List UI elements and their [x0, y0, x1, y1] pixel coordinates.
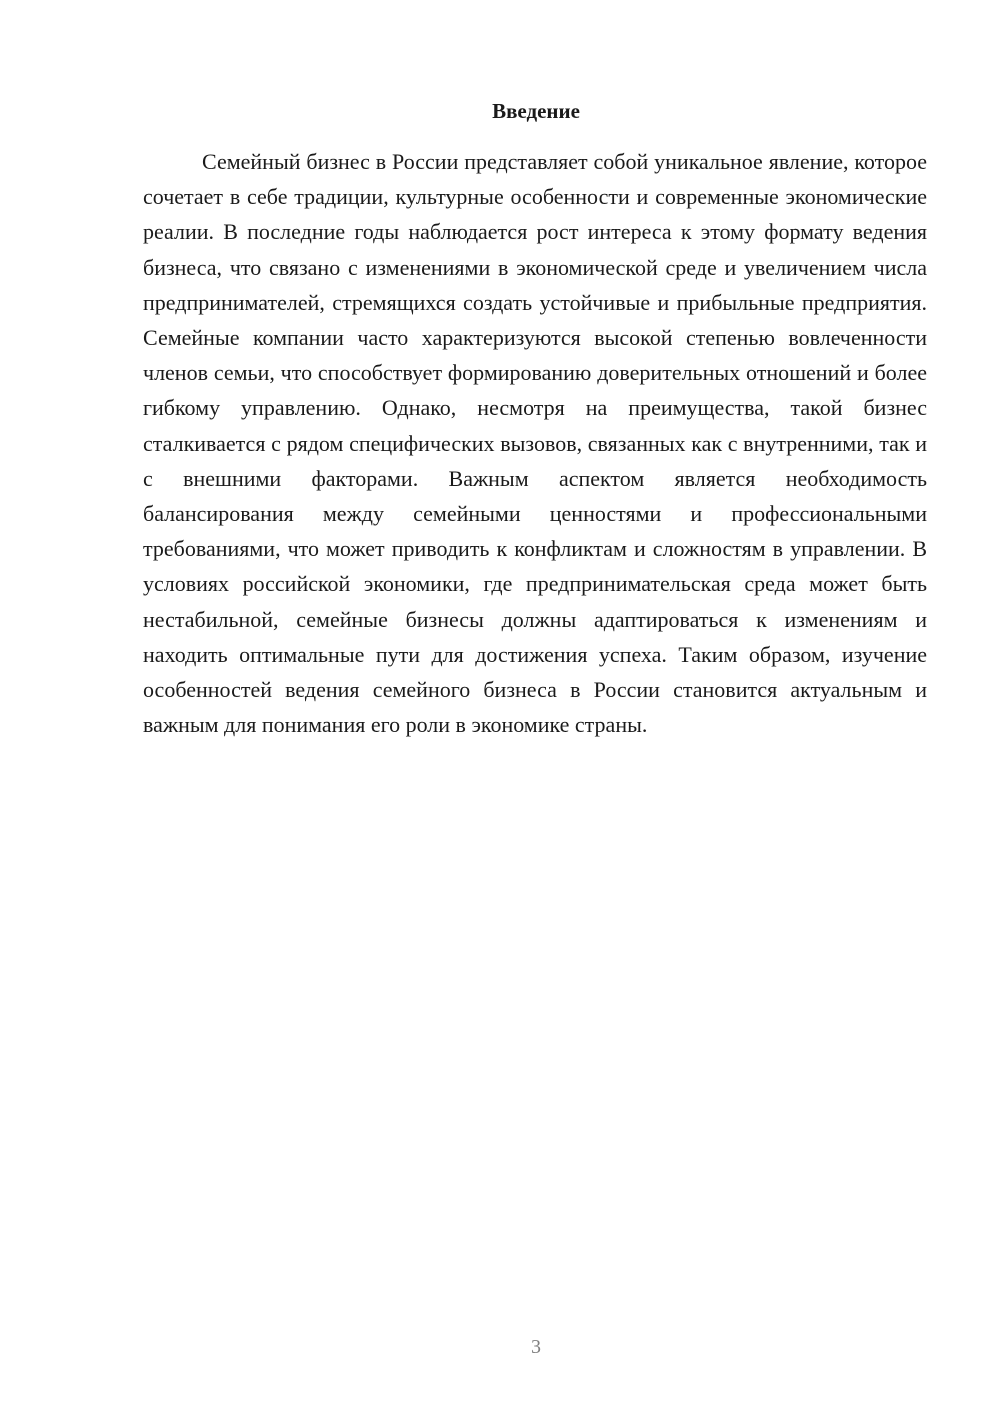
section-heading: Введение [492, 99, 580, 123]
page-number: 3 [531, 1336, 541, 1358]
introduction-paragraph: Семейный бизнес в России представляет собой уникальное явление, которое сочетает в себе традиции, культурные особенности и современные экономические реалии. В последние годы наблюдается рост интереса к этому формату ведения бизнеса, что связано с изменениями в экономической среде и увеличением числа предпринимателей, стремящихся создать устойчивые и прибыльные предприятия. Семейные компании часто характеризуются высокой степенью вовлеченности членов семьи, что способствует формированию доверительных отношений и более гибкому управлению. Однако, несмотря на преимущества, такой бизнес сталкивается с рядом специфических вызовов, связанных как с внутренними, так и с внешними факторами. Важным аспектом является необходимость балансирования между семейными ценностями и профессиональными требованиями, что может приводить к конфликтам и сложностям в управлении. В условиях российской экономики, где предпринимательская среда может быть нестабильной, семейные бизнесы должны адаптироваться к изменениям и находить оптимальные пути для достижения успеха. Таким образом, изучение особенностей ведения семейного бизнеса в России становится актуальным и важным для понимания его роли в экономике страны. [143, 149, 927, 738]
